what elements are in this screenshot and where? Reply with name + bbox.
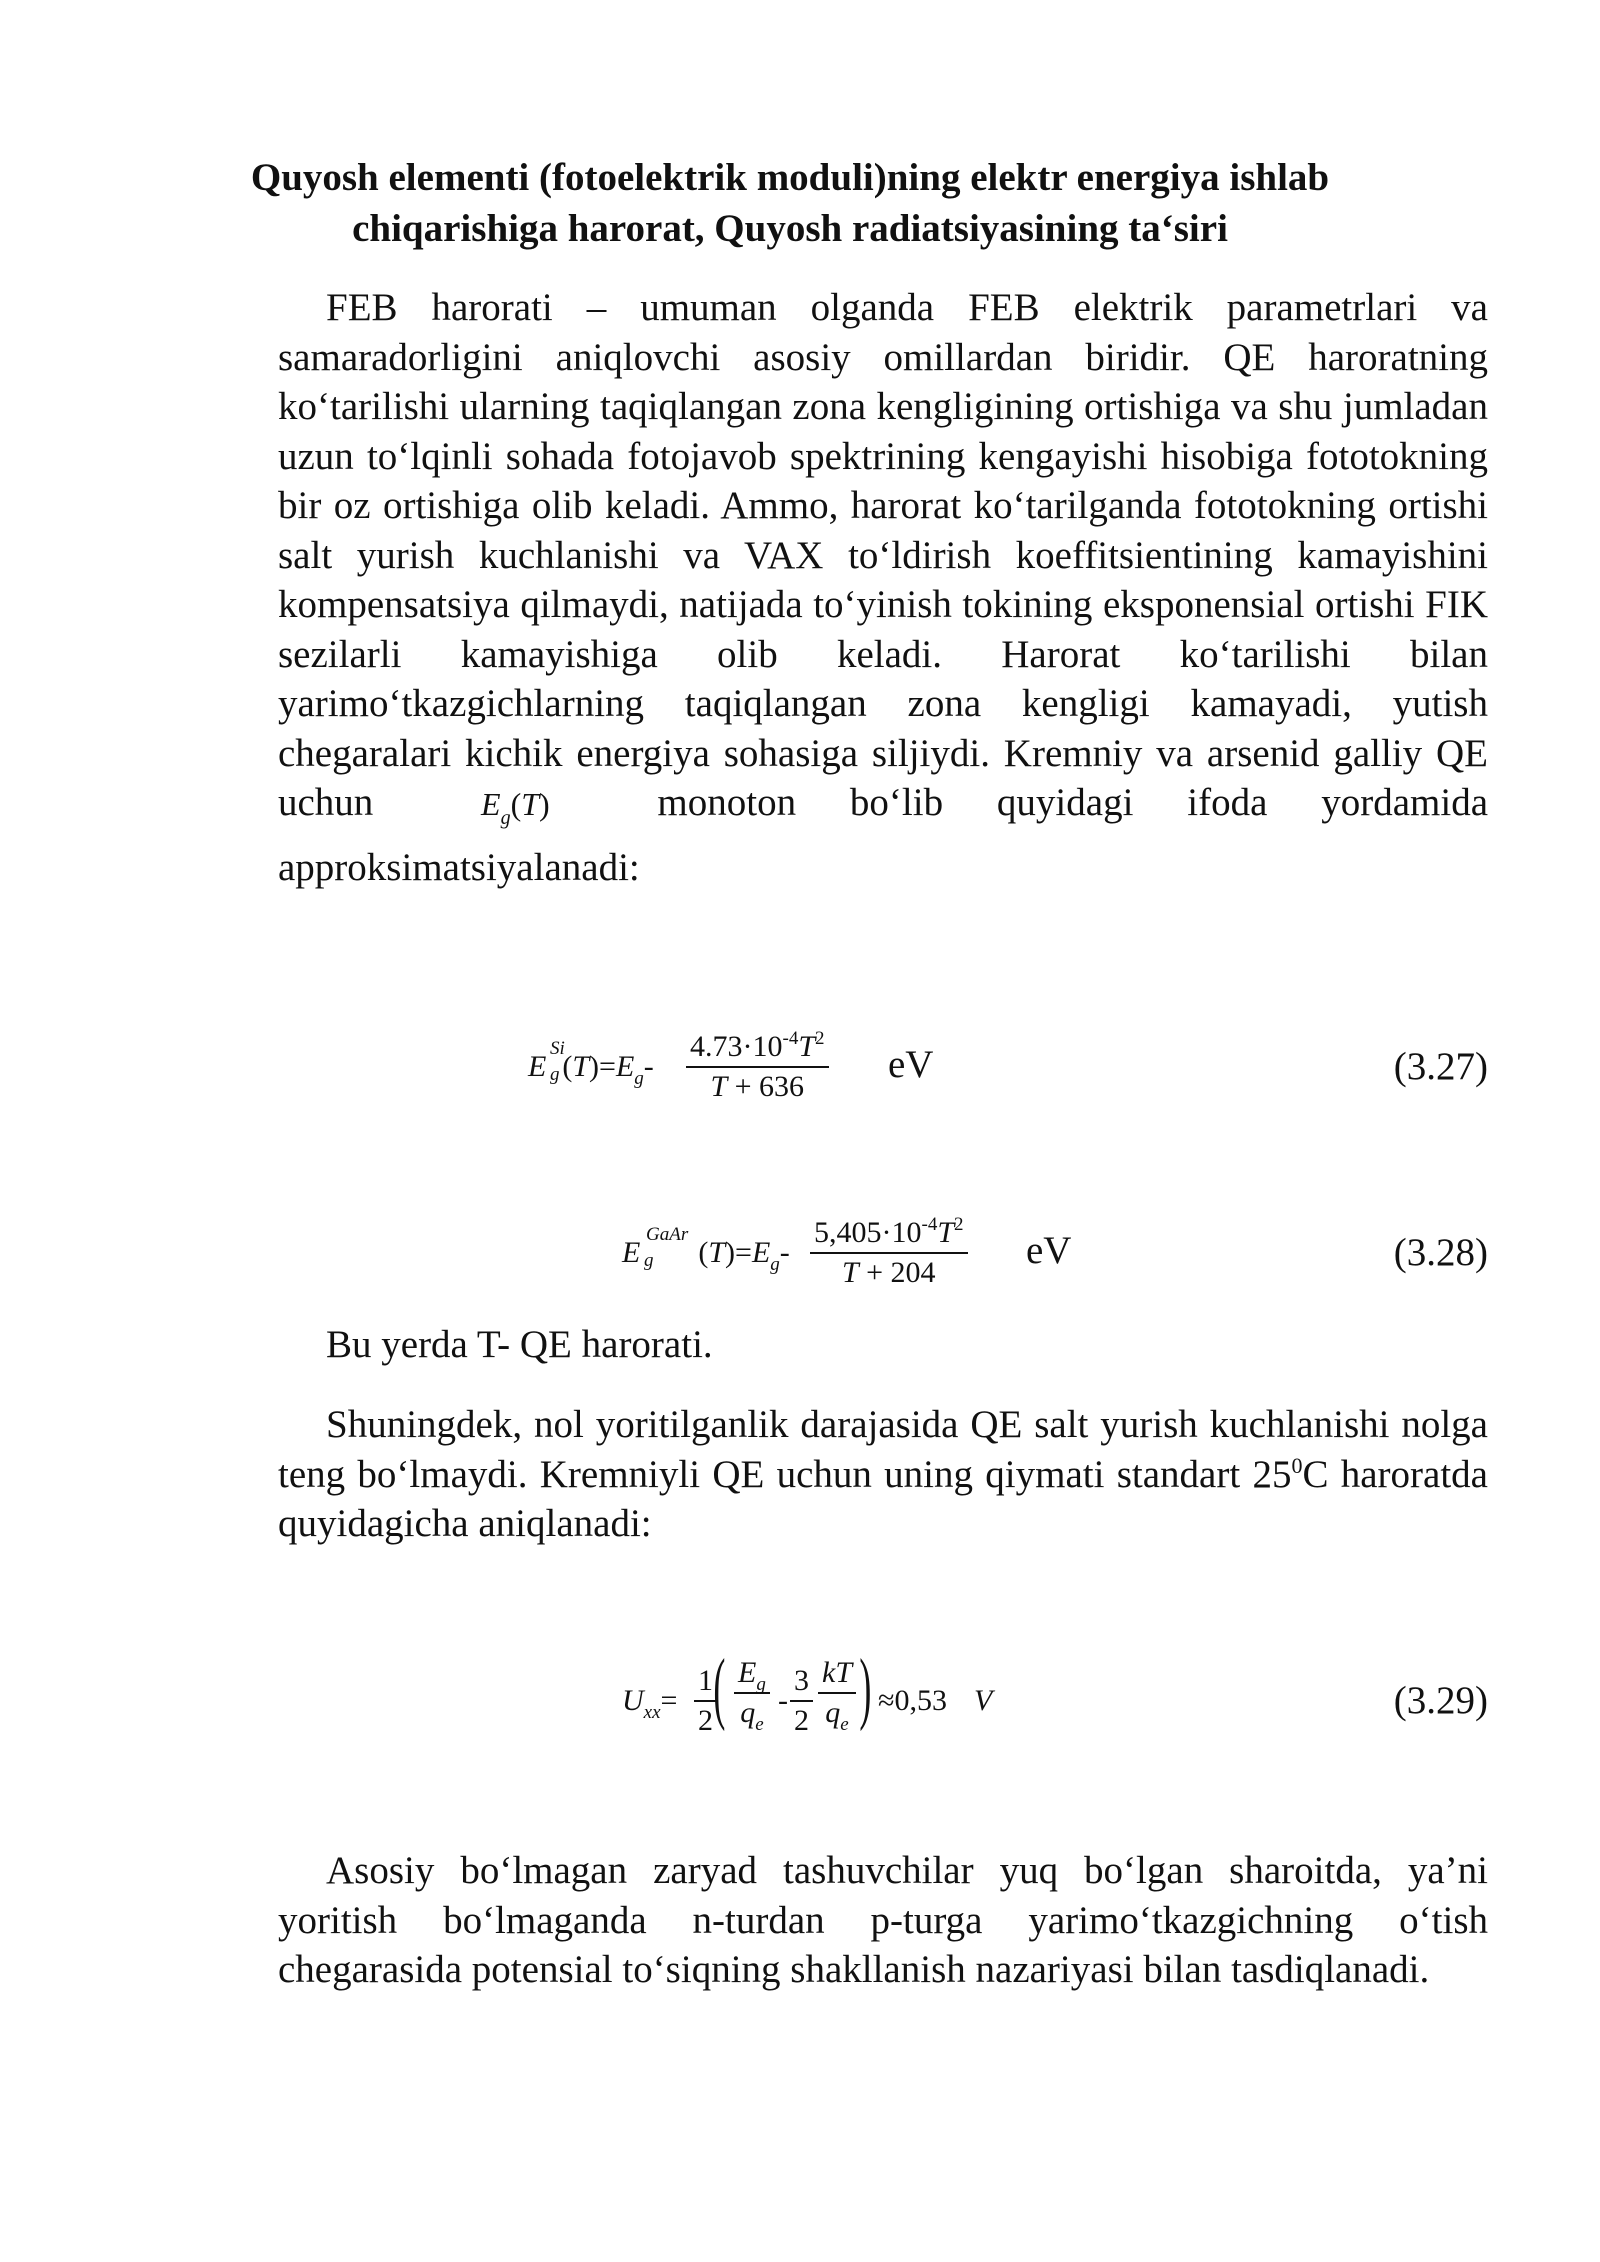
equation-lhs: E Si g $(T)=E_g-$	[528, 1038, 654, 1089]
section-title	[240, 152, 1340, 254]
title-line-2: chiqarishiga harorat, Quyosh radiatsiyasining ta‘siri	[352, 207, 1228, 250]
equation-number: (3.28)	[1393, 1231, 1488, 1274]
equation-fraction-eg-qe: $E_g$ $q_e$	[734, 1656, 770, 1730]
paragraph-intro-text: FEB harorati – umuman olganda FEB elektrik parametrlari va samaradorligini aniqlovchi asosiy omillardan biridir. QE haroratning ko‘tarilishi ularning taqiqlangan zona kengligining ortishiga va shu jumladan uzun to‘lqinli sohada fotojavob spektrining kengayishi hisobiga fototokning bir oz ortishiga olib keladi. Ammo, harorat ko‘tarilganda fototokning ortishi salt yurish kuchlanishi va VAX to‘ldirish koeffitsientining kamayishini kompensatsiya qilmaydi, natijada to‘yinish tokining eksponensial ortishi FIK sezilarli kamayishiga olib keladi. Harorat ko‘tarilishi bilan yarimo‘tkazgichlarning taqiqlangan zona kengligi kamayadi, yutish chegaralari kichik energiya sohasiga siljiydi. Kremniy va arsenid galliy QE uchun	[278, 286, 1488, 824]
paragraph-conclusion: Asosiy bo‘lmagan zaryad tashuvchilar yuq bo‘lgan sharoitda, ya’ni yoritish bo‘lmaganda n-turdan p-turga yarimo‘tkazgichning o‘tish chegarasida potensial to‘siqning shakllanish nazariyasi bilan tasdiqlanadi.	[278, 1849, 1488, 1991]
left-paren: (	[713, 1644, 726, 1732]
paragraph-intro-tail: monoton bo‘lib quyidagi ifoda yordamida approksimatsiyalanadi:	[278, 781, 1489, 890]
equation-fraction: $4.73\cdot 10^{-4}T^2$ T + 636	[686, 1030, 829, 1104]
inline-formula-eg-t: $E_g(T)$	[481, 786, 550, 829]
right-paren: )	[859, 1644, 872, 1732]
paragraph-intro	[278, 283, 1488, 893]
title-line-1: Quyosh elementi (fotoelektrik moduli)ning elektr energiya ishlab	[250, 156, 1330, 199]
equation-unit: V	[974, 1684, 993, 1717]
equation-lhs: $U_{xx}=$	[622, 1684, 678, 1723]
equation-fraction-3-2: 3 2	[790, 1664, 813, 1738]
paragraph-definition: Bu yerda T- QE harorati.	[326, 1323, 713, 1366]
equation-number: (3.29)	[1393, 1679, 1488, 1722]
equation-unit: eV	[888, 1043, 934, 1086]
equation-fraction-kt-qe: kT $q_e$	[818, 1656, 856, 1730]
degree-superscript: 0	[1291, 1452, 1303, 1478]
paragraph-open-circuit	[278, 1400, 1488, 1549]
equation-fraction: $5,405\cdot 10^{-4}T^2$ T + 204	[810, 1216, 968, 1290]
paragraph-open-circuit-tail: C haroratda quyidagicha aniqlanadi:	[278, 1452, 1488, 1545]
paragraph-open-circuit-text: Shuningdek, nol yoritilganlik darajasida QE salt yurish kuchlanishi nolga teng bo‘lmaydi. Kremniyli QE uchun uning qiymati standart 25	[278, 1403, 1488, 1496]
equation-result: ≈0,53	[878, 1684, 947, 1717]
minus-sign: -	[778, 1684, 788, 1717]
equation-half-fraction: 1 2	[694, 1664, 717, 1738]
equation-lhs: E GaAr g $(T)=E_g-$	[622, 1224, 790, 1275]
equation-unit: eV	[1026, 1229, 1072, 1272]
equation-number: (3.27)	[1393, 1045, 1488, 1088]
